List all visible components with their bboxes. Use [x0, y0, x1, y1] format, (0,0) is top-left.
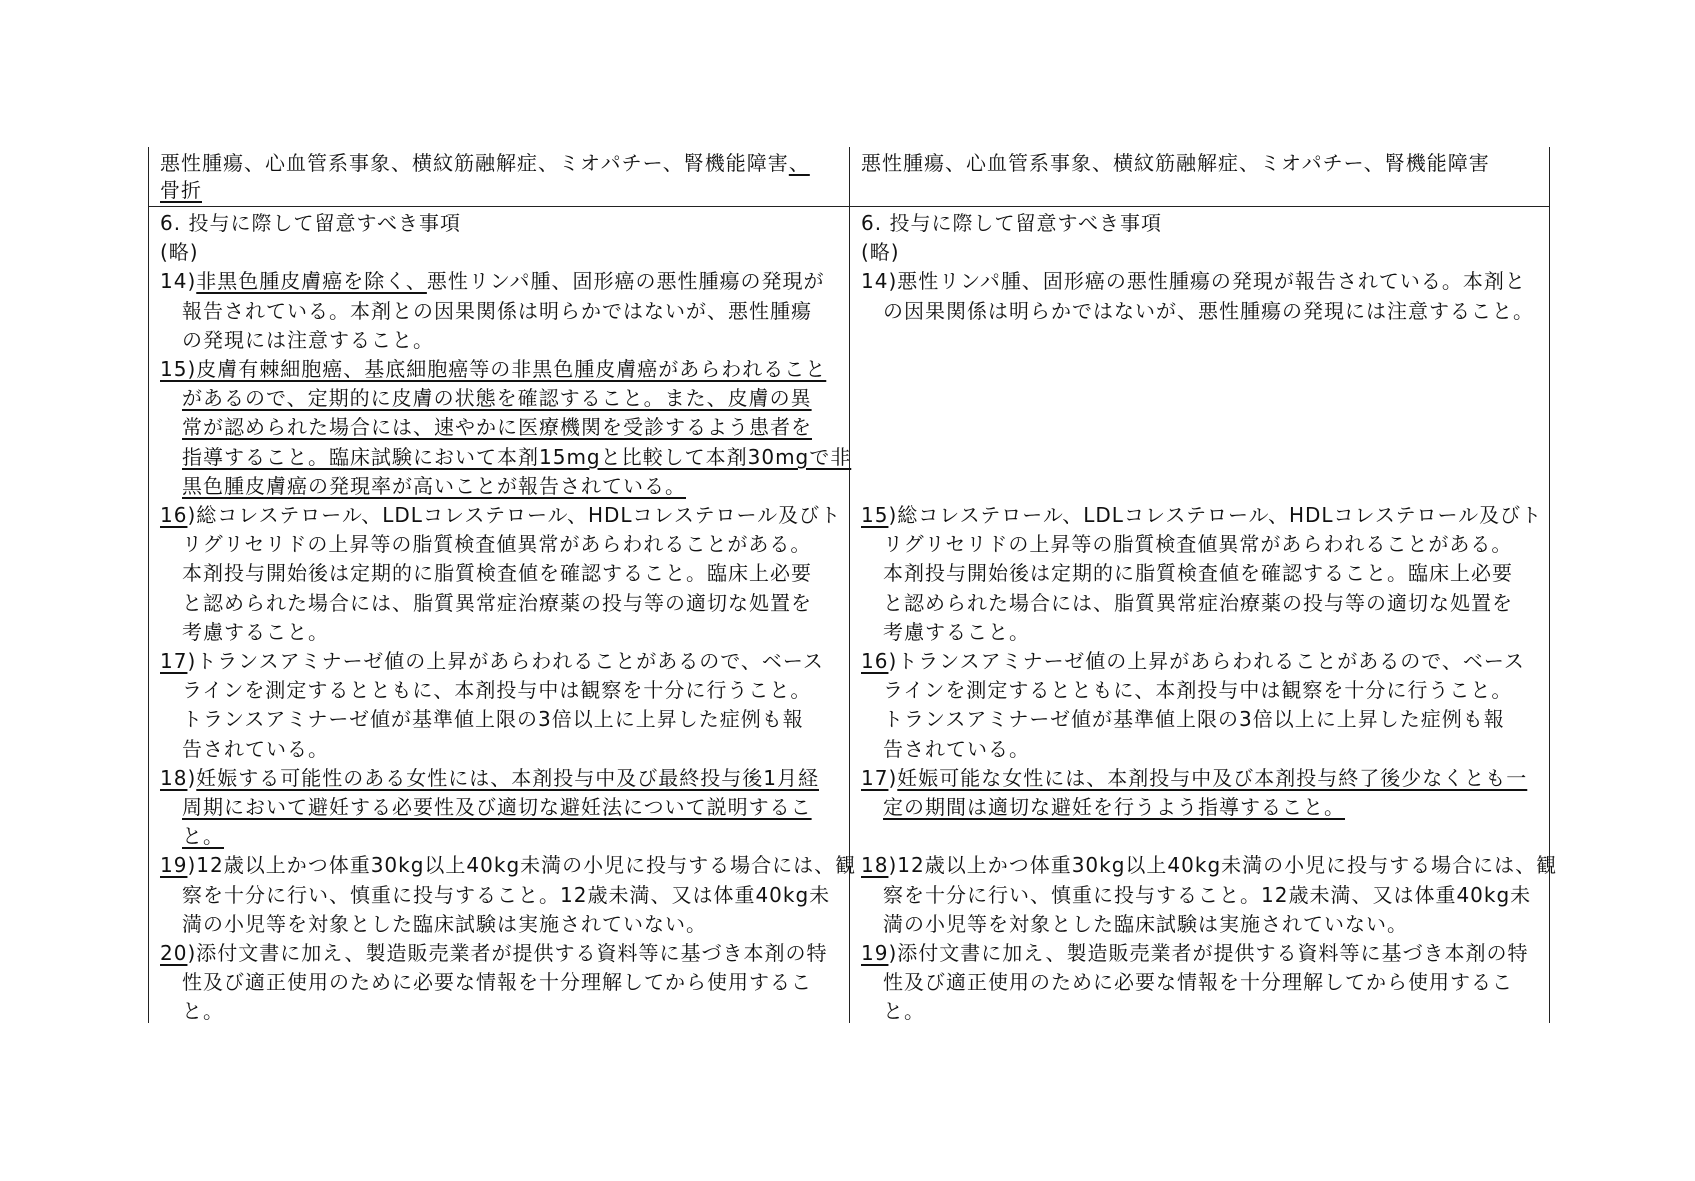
text-segment: 悪性腫瘍、心血管系事象、横紋筋融解症、ミオパチー、腎機能障害	[160, 151, 789, 175]
text-segment: )	[888, 765, 898, 790]
row-divider	[148, 206, 1550, 207]
text-segment: )添付文書に加え、製造販売業者が提供する資料等に基づき本剤の特	[187, 941, 828, 965]
text-line	[160, 297, 812, 326]
text-line	[160, 443, 851, 472]
text-line	[861, 939, 1528, 968]
text-line	[160, 267, 824, 296]
text-line	[160, 676, 811, 705]
text-segment: )添付文書に加え、製造販売業者が提供する資料等に基づき本剤の特	[888, 941, 1529, 965]
text-line	[160, 647, 824, 676]
text-segment: 14)	[160, 269, 197, 294]
text-segment: 本剤投与開始後は定期的に脂質検査値を確認すること。臨床上必要	[182, 561, 812, 586]
text-line	[160, 472, 686, 501]
text-segment: 悪性腫瘍、心血管系事象、横紋筋融解症、ミオパチー、腎機能障害	[861, 151, 1490, 175]
text-line	[861, 238, 900, 267]
text-segment: トランスアミナーゼ値が基準値上限の3倍以上に上昇した症例も報	[182, 707, 804, 732]
text-segment: 考慮すること。	[883, 619, 1030, 644]
text-line	[861, 968, 1513, 997]
text-line	[861, 793, 1345, 822]
text-segment: 性及び適正使用のために必要な情報を十分理解してから使用するこ	[182, 970, 812, 995]
text-line	[861, 559, 1513, 588]
text-line	[160, 618, 329, 647]
text-segment: 告されている。	[883, 736, 1030, 761]
underlined-revision-text: 20	[160, 941, 188, 965]
text-line	[160, 384, 812, 413]
text-line	[861, 589, 1513, 618]
text-segment: 14)悪性リンパ腫、固形癌の悪性腫瘍の発現が報告されている。本剤と	[861, 269, 1526, 294]
text-line	[861, 267, 1526, 296]
text-segment: リグリセリドの上昇等の脂質検査値異常があらわれることがある。	[883, 532, 1513, 557]
text-segment: リグリセリドの上昇等の脂質検査値異常があらわれることがある。	[182, 532, 812, 557]
text-line	[861, 530, 1512, 559]
text-segment: 報告されている。本剤との因果関係は明らかではないが、悪性腫瘍	[182, 298, 812, 323]
table-border-right	[1549, 147, 1550, 1023]
underlined-revision-text: 周期において避妊する必要性及び適切な避妊法について説明するこ	[182, 795, 812, 819]
text-segment: )総コレステロール、LDLコレステロール、HDLコレステロール及びト	[187, 503, 842, 527]
table-border-middle	[849, 147, 850, 1023]
text-line	[160, 910, 707, 939]
text-segment: (略)	[160, 240, 199, 265]
text-segment: 察を十分に行い、慎重に投与すること。12歳未満、又は体重40kg未	[182, 882, 831, 907]
text-line	[160, 176, 202, 205]
underlined-revision-text: 17	[861, 765, 889, 790]
text-line	[160, 559, 812, 588]
underlined-revision-text: 指導すること。臨床試験において本剤15mgと比較して本剤30mgで非	[182, 444, 852, 469]
text-segment: 告されている。	[182, 736, 329, 761]
underlined-revision-text: があるので、定期的に皮膚の状態を確認すること。また、皮膚の異	[182, 386, 812, 411]
underlined-revision-text: 17	[160, 649, 188, 673]
text-segment: )	[187, 765, 197, 790]
underlined-revision-text: 19	[160, 853, 188, 878]
underlined-revision-text: 骨折	[160, 178, 202, 202]
text-line	[160, 705, 804, 734]
text-segment: )総コレステロール、LDLコレステロール、HDLコレステロール及びト	[888, 503, 1543, 527]
text-line	[160, 501, 841, 530]
text-segment: ラインを測定するとともに、本剤投与中は観察を十分に行うこと。	[883, 678, 1513, 703]
text-line	[160, 822, 224, 851]
text-segment: 6. 投与に際して留意すべき事項	[861, 211, 1163, 235]
underlined-revision-text: 黒色腫皮膚癌の発現率が高いことが報告されている。	[182, 473, 686, 498]
text-segment: と。	[182, 999, 224, 1024]
text-line	[861, 501, 1542, 530]
text-line	[160, 968, 812, 997]
text-line	[861, 910, 1408, 939]
underlined-revision-text: 16	[160, 503, 188, 527]
text-segment: トランスアミナーゼ値が基準値上限の3倍以上に上昇した症例も報	[883, 707, 1505, 732]
text-segment: 悪性リンパ腫、固形癌の悪性腫瘍の発現が	[426, 269, 825, 294]
text-segment: )トランスアミナーゼ値の上昇があらわれることがあるので、ベース	[888, 649, 1525, 673]
underlined-revision-text: 18	[861, 853, 889, 878]
text-line	[861, 881, 1531, 910]
underlined-revision-text: 15)皮膚有棘細胞癌、基底細胞癌等の非黒色腫皮膚癌があらわれること	[160, 357, 827, 381]
text-segment: 6. 投与に際して留意すべき事項	[160, 211, 462, 235]
text-line	[160, 149, 810, 178]
text-line	[160, 735, 329, 764]
text-line	[160, 355, 826, 384]
text-line	[160, 939, 827, 968]
underlined-revision-text: と。	[182, 824, 224, 849]
text-line	[861, 851, 1557, 880]
underlined-revision-text: 19	[861, 941, 889, 965]
underlined-revision-text: 定の期間は適切な避妊を行うよう指導すること。	[883, 795, 1345, 819]
text-line	[160, 413, 812, 442]
text-line	[861, 764, 1527, 793]
text-segment: ラインを測定するとともに、本剤投与中は観察を十分に行うこと。	[182, 678, 812, 703]
text-line	[861, 149, 1490, 178]
text-line	[160, 881, 830, 910]
text-line	[861, 997, 925, 1026]
underlined-revision-text: 妊娠可能な女性には、本剤投与中及び本剤投与終了後少なくとも一	[897, 765, 1528, 790]
text-line	[160, 997, 224, 1026]
text-line	[160, 589, 812, 618]
text-line	[861, 209, 1162, 238]
text-line	[160, 238, 199, 267]
text-line	[160, 764, 819, 793]
text-segment: 本剤投与開始後は定期的に脂質検査値を確認すること。臨床上必要	[883, 561, 1513, 586]
text-line	[861, 676, 1512, 705]
text-line	[160, 326, 434, 355]
text-segment: と。	[883, 999, 925, 1024]
underlined-revision-text: 15	[861, 503, 889, 527]
text-line	[160, 530, 811, 559]
text-line	[861, 297, 1534, 326]
underlined-revision-text: 妊娠する可能性のある女性には、本剤投与中及び最終投与後1月経	[196, 765, 819, 790]
text-segment: 察を十分に行い、慎重に投与すること。12歳未満、又は体重40kg未	[883, 882, 1532, 907]
text-segment: 性及び適正使用のために必要な情報を十分理解してから使用するこ	[883, 970, 1513, 995]
underlined-revision-text: 18	[160, 765, 188, 790]
text-line	[160, 209, 461, 238]
text-segment: )トランスアミナーゼ値の上昇があらわれることがあるので、ベース	[187, 649, 824, 673]
text-segment: 満の小児等を対象とした臨床試験は実施されていない。	[883, 911, 1408, 936]
text-line	[861, 705, 1505, 734]
text-segment: 満の小児等を対象とした臨床試験は実施されていない。	[182, 911, 707, 936]
text-segment: (略)	[861, 240, 900, 265]
text-segment: の発現には注意すること。	[182, 327, 434, 352]
text-line	[160, 851, 856, 880]
text-segment: と認められた場合には、脂質異常症治療薬の投与等の適切な処置を	[182, 590, 812, 615]
text-segment: と認められた場合には、脂質異常症治療薬の投与等の適切な処置を	[883, 590, 1513, 615]
underlined-revision-text: 、	[788, 151, 810, 175]
text-segment: )12歳以上かつ体重30kg以上40kg未満の小児に投与する場合には、観	[187, 853, 857, 878]
table-border-left	[148, 147, 149, 1023]
underlined-revision-text: 16	[861, 649, 889, 673]
text-segment: の因果関係は明らかではないが、悪性腫瘍の発現には注意すること。	[883, 298, 1534, 323]
text-line	[861, 647, 1525, 676]
text-segment: )12歳以上かつ体重30kg以上40kg未満の小児に投与する場合には、観	[888, 853, 1558, 878]
text-segment: 考慮すること。	[182, 619, 329, 644]
text-line	[861, 618, 1030, 647]
underlined-revision-text: 非黒色腫皮膚癌を除く、	[196, 269, 427, 294]
underlined-revision-text: 常が認められた場合には、速やかに医療機関を受診するよう患者を	[182, 415, 812, 440]
text-line	[861, 735, 1030, 764]
text-line	[160, 793, 812, 822]
